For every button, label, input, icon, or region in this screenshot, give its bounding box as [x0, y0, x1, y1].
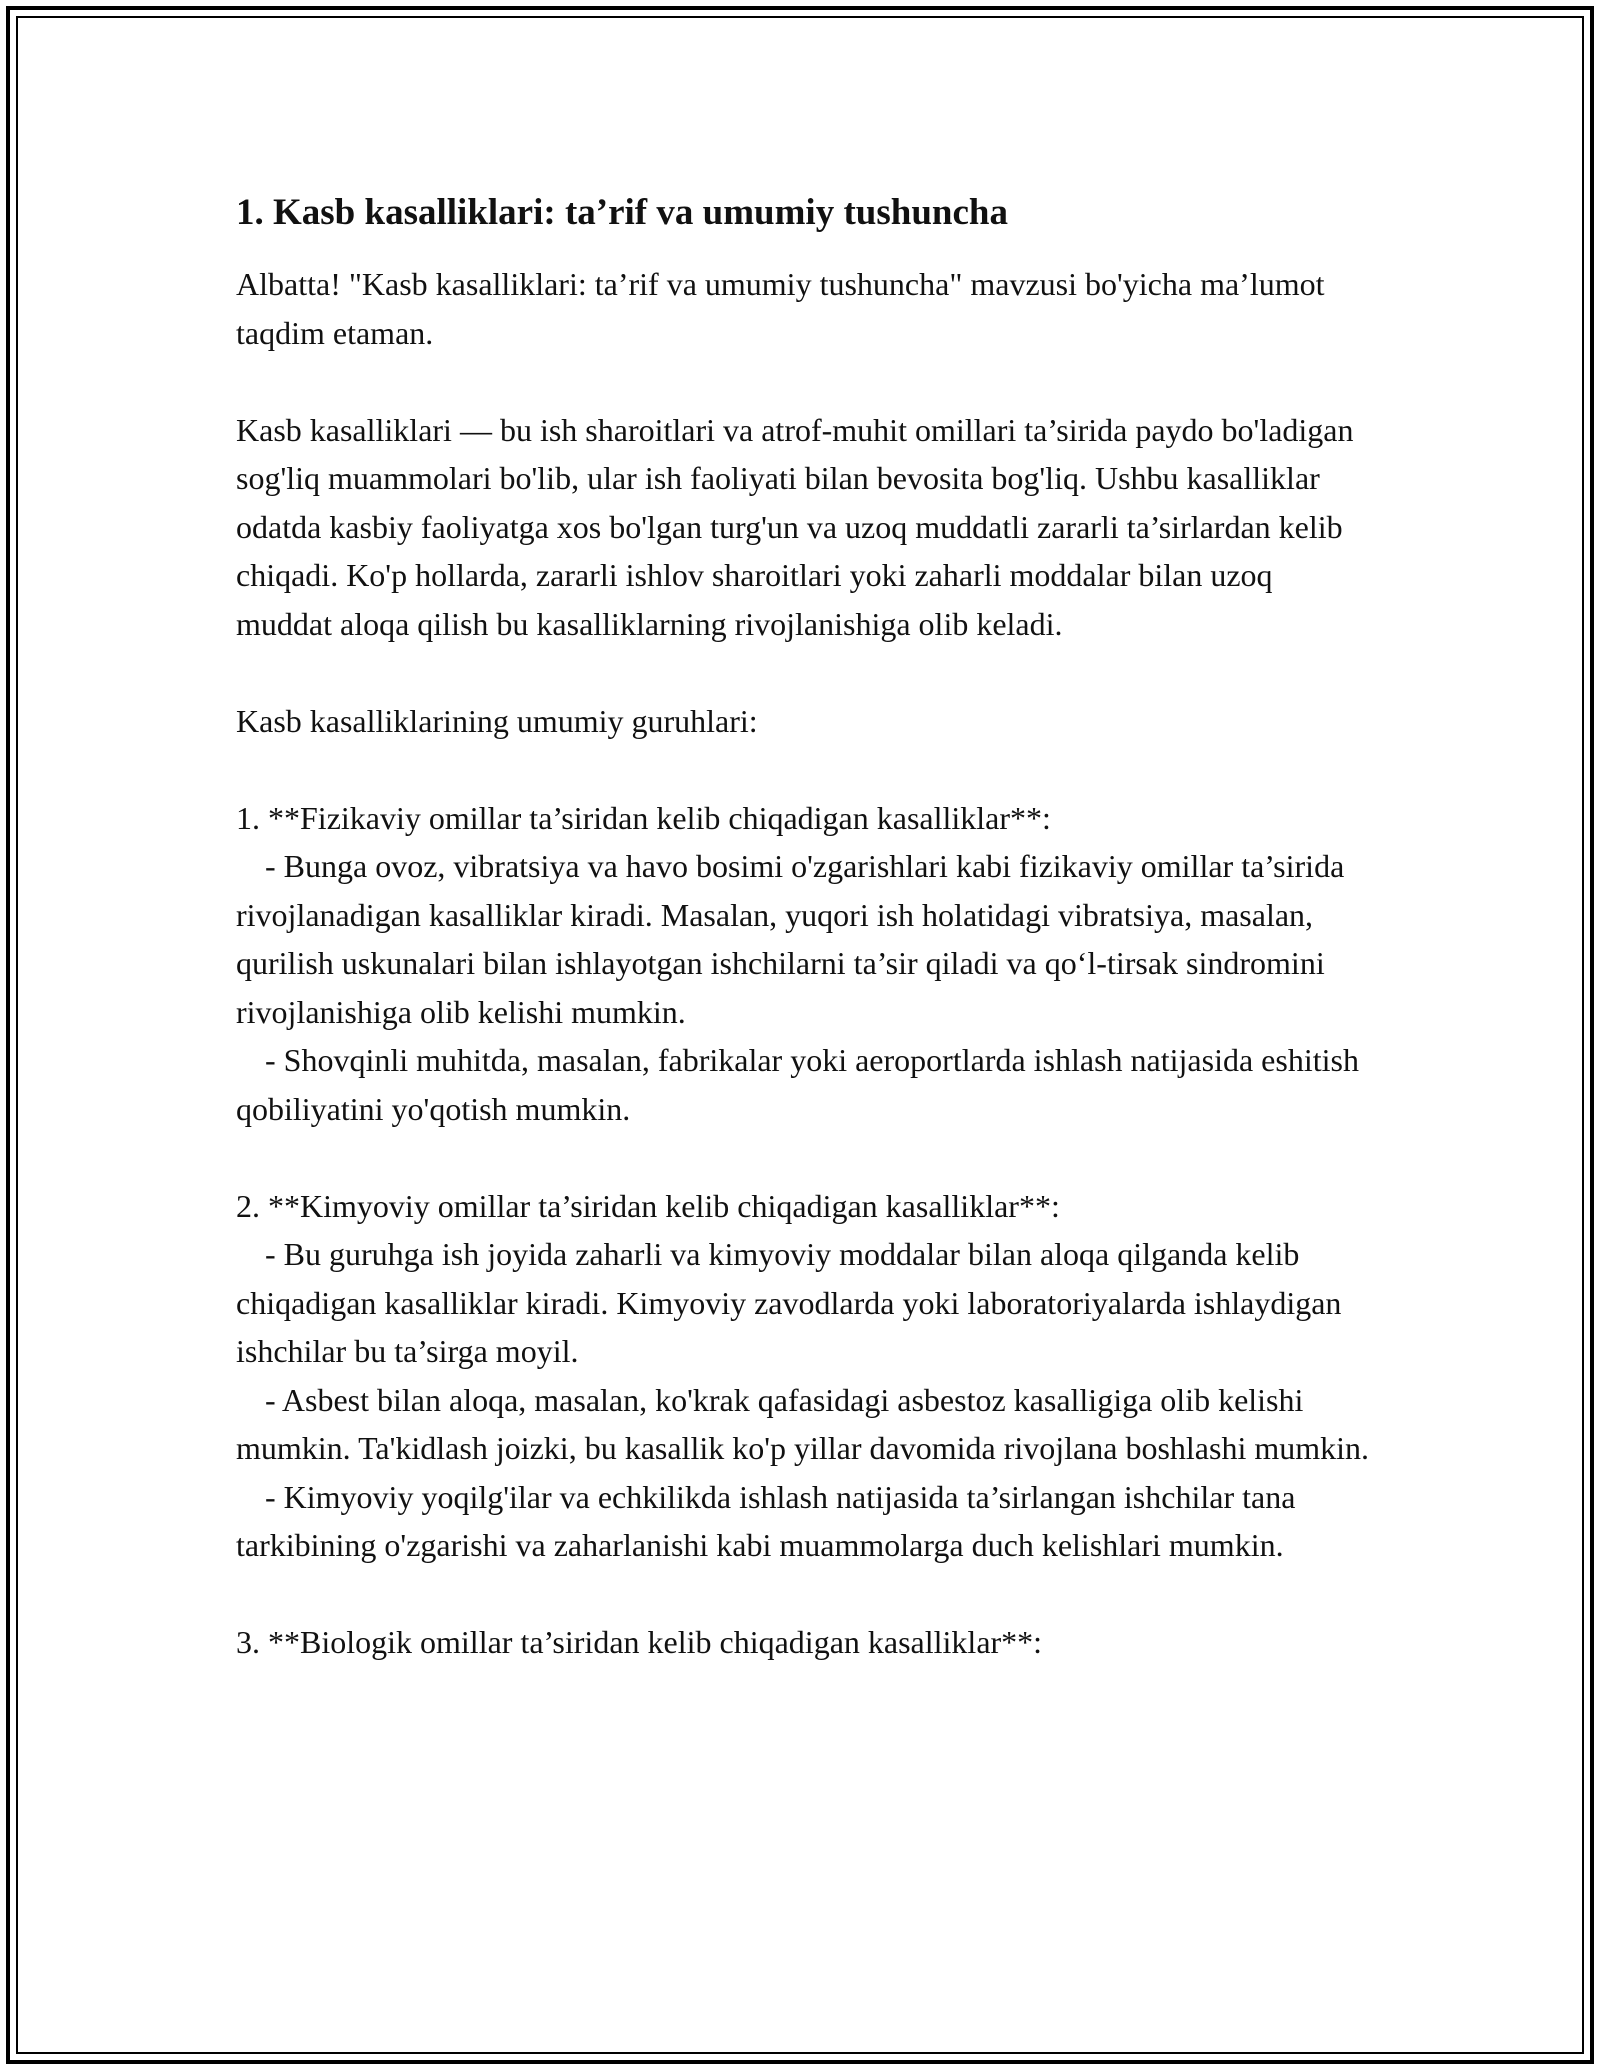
paragraph-gap	[236, 745, 1376, 794]
group-chemical	[236, 1182, 1376, 1570]
group-bullet: - Asbest bilan aloqa, masalan, ko'krak qafasidagi asbestoz kasalligiga olib kelishi mumkin. Ta'kidlash joizki, bu kasallik ko'p yillar davomida rivojlana boshlashi mumkin.	[236, 1381, 1369, 1466]
group-bullet: - Shovqinli muhitda, masalan, fabrikalar yoki aeroportlarda ishlash natijasida eshitish qobiliyatini yo'qotish mumkin.	[236, 1042, 1367, 1127]
intro-paragraph: Albatta! "Kasb kasalliklari: ta’rif va umumiy tushuncha" mavzusi bo'yicha ma’lumot taqdim etaman.	[236, 266, 1333, 351]
paragraph-gap	[236, 1570, 1376, 1619]
group-bullet: - Bunga ovoz, vibratsiya va havo bosimi o'zgarishlari kabi fizikaviy omillar ta’sirida rivojlanadigan kasalliklar kiradi. Masalan, yuqori ish holatidagi vibratsiya, masalan, qurilish uskunalari bilan ishlayotgan ishchilarni ta’sir qiladi va qo‘l-tirsak sindromini rivojlanishiga olib kelishi mumkin.	[236, 848, 1353, 1030]
group-biological	[236, 1618, 1376, 1667]
group-heading: 2. **Kimyoviy omillar ta’siridan kelib chiqadigan kasalliklar**:	[236, 1187, 1060, 1224]
group-bullet: - Bu guruhga ish joyida zaharli va kimyoviy moddalar bilan aloqa qilganda kelib chiqadigan kasalliklar kiradi. Kimyoviy zavodlarda yoki laboratoriyalarda ishlaydigan ishchilar bu ta’sirga moyil.	[236, 1236, 1350, 1369]
group-bullet: - Kimyoviy yoqilg'ilar va echkilikda ishlash natijasida ta’sirlangan ishchilar tana tarkibining o'zgarishi va zaharlanishi kabi muammolarga duch kelishlari mumkin.	[236, 1478, 1304, 1563]
paragraph-gap	[236, 1133, 1376, 1182]
group-heading: 3. **Biologik omillar ta’siridan kelib chiqadigan kasalliklar**:	[236, 1624, 1043, 1660]
group-physical	[236, 794, 1376, 1134]
paragraph-gap	[236, 357, 1376, 406]
document-body	[236, 186, 1376, 1667]
group-heading: 1. **Fizikaviy omillar ta’siridan kelib chiqadigan kasalliklar**:	[236, 799, 1051, 836]
document-title: 1. Kasb kasalliklari: ta’rif va umumiy tushuncha	[236, 192, 1008, 233]
definition-paragraph: Kasb kasalliklari — bu ish sharoitlari va atrof-muhit omillari ta’sirida paydo bo'ladigan sog'liq muammolari bo'lib, ular ish faoliyati bilan bevosita bog'liq. Ushbu kasalliklar odatda kasbiy faoliyatga xos bo'lgan turg'un va uzoq muddatli zararli ta’sirlardan kelib chiqadi. Ko'p hollarda, zararli ishlov sharoitlari yoki zaharli moddalar bilan uzoq muddat aloqa qilish bu kasalliklarning rivojlanishiga olib keladi.	[236, 411, 1362, 642]
groups-heading: Kasb kasalliklarining umumiy guruhlari:	[236, 702, 758, 739]
paragraph-gap	[236, 648, 1376, 697]
